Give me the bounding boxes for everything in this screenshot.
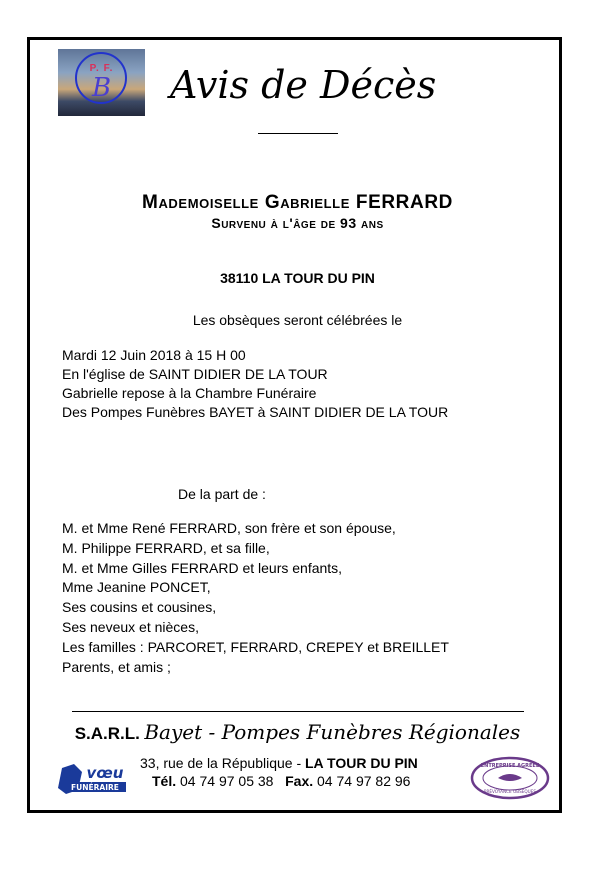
ceremony-line: En l'église de SAINT DIDIER DE LA TOUR [62, 366, 328, 382]
company-phones [152, 773, 410, 789]
fax-label: Fax. [285, 773, 314, 789]
family-line: M. et Mme Gilles FERRARD et leurs enfants, [62, 559, 343, 576]
company-name: Bayet - Pompes Funèbres Régionales [144, 720, 521, 744]
address-street: 33, rue de la République - [140, 755, 305, 771]
family-line: M. et Mme René FERRARD, son frère et son épouse, [62, 520, 396, 536]
fax-number: 04 74 97 82 96 [317, 773, 411, 789]
ceremony-details [62, 346, 448, 422]
tel-number: 04 74 97 05 38 [180, 773, 274, 789]
tel-label: Tél. [152, 773, 177, 789]
deceased-age: Survenu à l'âge de 93 ans [211, 215, 384, 231]
deceased-town: 38110 LA TOUR DU PIN [220, 270, 375, 286]
logo-letter: B [91, 73, 112, 103]
company-line [40, 720, 555, 744]
notice-title: Avis de Décès [170, 63, 437, 107]
family-line: Les familles : PARCORET, FERRARD, CREPEY et BREILLET [62, 638, 449, 655]
logo-initials: P. F. [89, 63, 114, 74]
deceased-name: Mademoiselle Gabrielle FERRARD [142, 192, 453, 213]
ceremony-intro: Les obsèques seront célébrées le [192, 312, 403, 328]
agreed-company-seal [470, 756, 550, 800]
family-line: Parents, et amis ; [62, 658, 171, 675]
family-line: Ses neveux et nièces, [62, 618, 199, 635]
title-divider [258, 133, 338, 134]
ceremony-line: Des Pompes Funèbres BAYET à SAINT DIDIER DE LA TOUR [62, 404, 449, 420]
family-intro: De la part de : [178, 486, 266, 502]
family-line: M. Philippe FERRARD, et sa fille, [62, 539, 270, 556]
seal-top-text: ENTREPRISE AGRÉÉE [480, 763, 540, 769]
le-voeu-logo-brand: le vœu [66, 764, 124, 782]
pf-logo [58, 49, 145, 116]
family-line: Ses cousins et cousines, [62, 599, 217, 616]
seal-bottom-text: PRÉVOYANCE OBSÈQUES [483, 789, 537, 794]
company-type: S.A.R.L. [74, 724, 140, 743]
company-address [140, 755, 418, 771]
le-voeu-funeraire-logo [52, 758, 130, 796]
le-voeu-logo-sub: FUNÉRAIRE [71, 783, 119, 792]
footer-divider [72, 711, 524, 712]
notice-frame [27, 37, 562, 813]
family-list [62, 519, 449, 677]
family-line: Mme Jeanine PONCET, [62, 579, 211, 596]
address-city: LA TOUR DU PIN [305, 755, 418, 771]
ceremony-line: Gabrielle repose à la Chambre Funéraire [62, 385, 317, 401]
ceremony-line: Mardi 12 Juin 2018 à 15 H 00 [62, 347, 246, 363]
